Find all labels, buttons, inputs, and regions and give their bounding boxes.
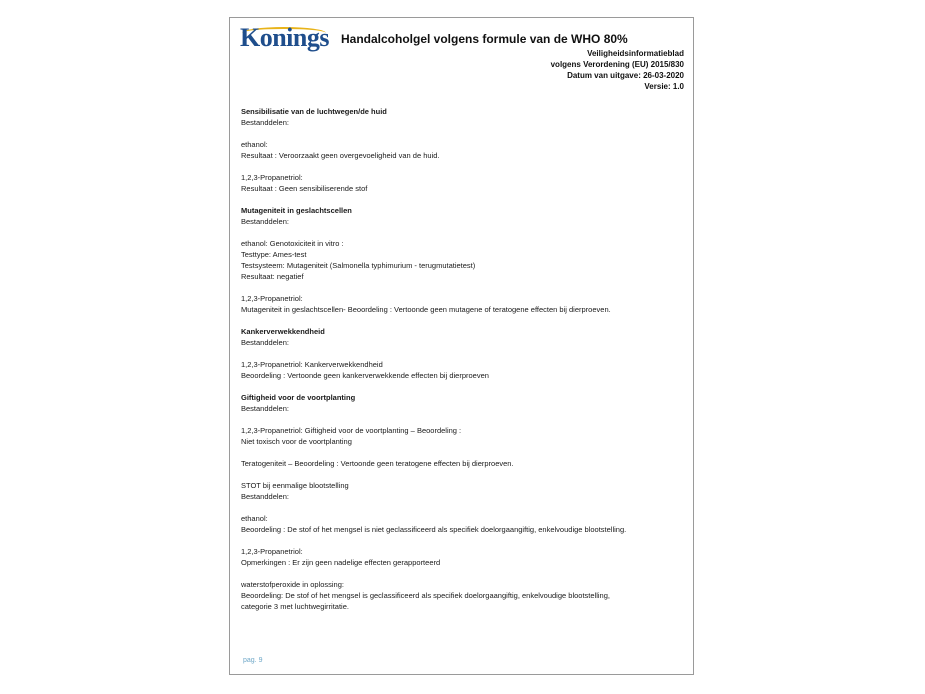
content-block xyxy=(241,513,681,535)
content-block xyxy=(241,139,681,161)
text-line: ethanol: xyxy=(241,514,268,523)
content-block xyxy=(241,293,681,315)
text-line: Opmerkingen : Er zijn geen nadelige effecten gerapporteerd xyxy=(241,558,441,567)
content-block xyxy=(241,458,681,469)
content-block xyxy=(241,392,681,414)
content-block xyxy=(241,546,681,568)
meta-doc-type: Veiligheidsinformatieblad xyxy=(587,49,684,58)
text-line: categorie 3 met luchtwegirritatie. xyxy=(241,602,349,611)
text-line: Bestanddelen: xyxy=(241,118,289,127)
document-body xyxy=(241,106,681,612)
block-spacer xyxy=(241,128,681,139)
block-spacer xyxy=(241,447,681,458)
text-line: ethanol: Genotoxiciteit in vitro : xyxy=(241,239,344,248)
text-line: Testtype: Ames-test xyxy=(241,250,307,259)
block-spacer xyxy=(241,161,681,172)
content-block xyxy=(241,480,681,502)
content-block xyxy=(241,359,681,381)
text-line: 1,2,3-Propanetriol: xyxy=(241,173,303,182)
document-title: Handalcoholgel volgens formule van de WHO 80% xyxy=(341,32,628,46)
text-line: Beoordeling : De stof of het mengsel is niet geclassificeerd als specifiek doelorgaangiftig, enkelvoudige blootstelling. xyxy=(241,525,627,534)
text-line: Beoordeling : Vertoonde geen kankerverwekkende effecten bij dierproeven xyxy=(241,371,489,380)
content-block xyxy=(241,238,681,282)
meta-regulation: volgens Verordening (EU) 2015/830 xyxy=(550,60,684,69)
block-spacer xyxy=(241,414,681,425)
text-line: Bestanddelen: xyxy=(241,338,289,347)
text-line: 1,2,3-Propanetriol: xyxy=(241,547,303,556)
block-spacer xyxy=(241,502,681,513)
meta-issue-date: Datum van uitgave: 26-03-2020 xyxy=(567,71,684,80)
content-block xyxy=(241,425,681,447)
section-heading: Sensibilisatie van de luchtwegen/de huid xyxy=(241,107,387,116)
text-line: Teratogeniteit – Beoordeling : Vertoonde geen teratogene effecten bij dierproeven. xyxy=(241,459,514,468)
block-spacer xyxy=(241,568,681,579)
text-line: Resultaat: negatief xyxy=(241,272,304,281)
text-line: STOT bij eenmalige blootstelling xyxy=(241,481,349,490)
text-line: Mutageniteit in geslachtscellen- Beoordeling : Vertoonde geen mutagene of teratogene effecten bij dierproeven. xyxy=(241,305,611,314)
section-heading: Mutageniteit in geslachtscellen xyxy=(241,206,352,215)
company-logo: Konings xyxy=(240,23,329,52)
content-block xyxy=(241,172,681,194)
content-block xyxy=(241,579,681,612)
block-spacer xyxy=(241,469,681,480)
text-line: waterstofperoxide in oplossing: xyxy=(241,580,344,589)
content-block xyxy=(241,326,681,348)
text-line: 1,2,3-Propanetriol: xyxy=(241,294,303,303)
text-line: Testsysteem: Mutageniteit (Salmonella typhimurium - terugmutatietest) xyxy=(241,261,476,270)
block-spacer xyxy=(241,227,681,238)
text-line: Resultaat : Geen sensibiliserende stof xyxy=(241,184,368,193)
text-line: Bestanddelen: xyxy=(241,404,289,413)
text-line: Bestanddelen: xyxy=(241,217,289,226)
document-meta xyxy=(551,48,684,92)
section-heading: Kankerverwekkendheid xyxy=(241,327,325,336)
section-heading: Giftigheid voor de voortplanting xyxy=(241,393,356,402)
text-line: Beoordeling: De stof of het mengsel is geclassificeerd als specifiek doelorgaangiftig, enkelvoudige blootstelling, xyxy=(241,591,610,600)
block-spacer xyxy=(241,348,681,359)
block-spacer xyxy=(241,194,681,205)
block-spacer xyxy=(241,381,681,392)
block-spacer xyxy=(241,315,681,326)
content-block xyxy=(241,106,681,128)
text-line: 1,2,3-Propanetriol: Kankerverwekkendheid xyxy=(241,360,383,369)
block-spacer xyxy=(241,535,681,546)
document-page xyxy=(229,17,694,675)
text-line: Resultaat : Veroorzaakt geen overgevoeligheid van de huid. xyxy=(241,151,440,160)
page-number: pag. 9 xyxy=(243,657,263,664)
text-line: Bestanddelen: xyxy=(241,492,289,501)
text-line: 1,2,3-Propanetriol: Giftigheid voor de voortplanting – Beoordeling : xyxy=(241,426,462,435)
block-spacer xyxy=(241,282,681,293)
content-block xyxy=(241,205,681,227)
text-line: ethanol: xyxy=(241,140,268,149)
text-line: Niet toxisch voor de voortplanting xyxy=(241,437,352,446)
meta-version: Versie: 1.0 xyxy=(644,82,684,91)
